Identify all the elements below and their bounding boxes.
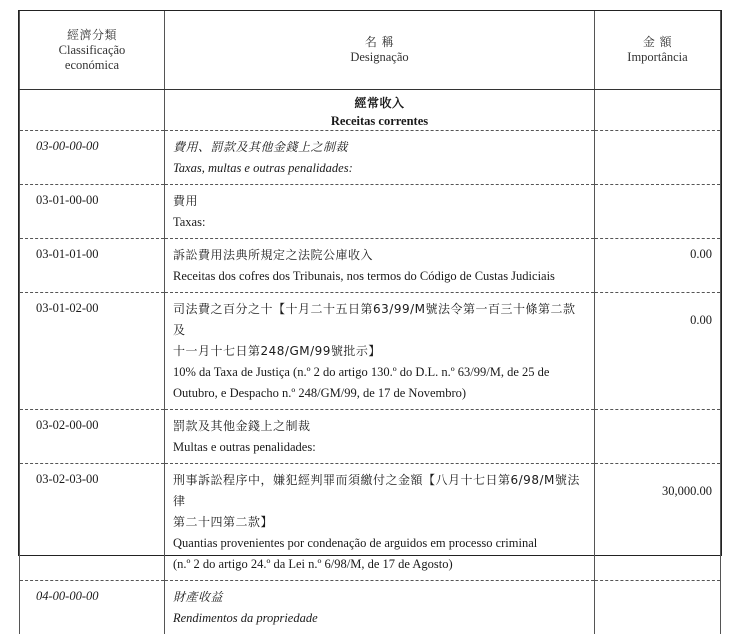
section-title <box>165 90 595 131</box>
table-row <box>20 239 721 293</box>
table-row <box>20 581 721 634</box>
row-desc-zh: 司法費之百分之十【十月二十五日第63/99/M號法令第一百三十條第二款及 <box>173 299 586 341</box>
row-desc-pt: (n.º 2 do artigo 24.º da Lei n.º 6/98/M, de 17 de Agosto) <box>173 554 586 575</box>
header-amount-pt: Importância <box>595 50 720 65</box>
table-row <box>20 185 721 239</box>
row-code: 04-00-00-00 <box>20 581 165 634</box>
row-desc-pt: Multas e outras penalidades: <box>173 437 586 458</box>
table-row <box>20 464 721 581</box>
section-title-pt: Receitas correntes <box>165 112 594 130</box>
row-code: 03-02-00-00 <box>20 410 165 464</box>
row-desc-zh: 罰款及其他金錢上之制裁 <box>173 416 586 437</box>
budget-table <box>19 11 721 634</box>
row-desc-zh: 費用 <box>173 191 586 212</box>
section-title-zh: 經常收入 <box>165 90 594 112</box>
row-code: 03-01-00-00 <box>20 185 165 239</box>
row-desc-zh: 第二十四第二款】 <box>173 512 586 533</box>
row-desc-pt: Receitas dos cofres dos Tribunais, nos termos do Código de Custas Judiciais <box>173 266 586 287</box>
row-desc-zh: 費用、罰款及其他金錢上之制裁 <box>173 137 586 158</box>
header-amount-zh: 金 額 <box>595 35 720 50</box>
row-code: 03-01-02-00 <box>20 293 165 410</box>
budget-table-frame <box>18 10 722 556</box>
table-row <box>20 410 721 464</box>
row-desc-zh: 訴訟費用法典所規定之法院公庫收入 <box>173 245 586 266</box>
row-amount: 30,000.00 <box>595 464 721 581</box>
row-amount <box>595 410 721 464</box>
header-designation-zh: 名 稱 <box>165 35 594 50</box>
row-description <box>165 581 595 634</box>
row-code: 03-02-03-00 <box>20 464 165 581</box>
row-description <box>165 185 595 239</box>
row-amount: 0.00 <box>595 293 721 410</box>
row-desc-pt: Rendimentos da propriedade <box>173 608 586 629</box>
header-designation-pt: Designação <box>165 50 594 65</box>
header-amount <box>595 11 721 90</box>
row-description <box>165 410 595 464</box>
row-amount <box>595 131 721 185</box>
row-amount <box>595 581 721 634</box>
row-desc-zh: 十一月十七日第248/GM/99號批示】 <box>173 341 586 362</box>
row-description <box>165 464 595 581</box>
row-desc-pt: Taxas: <box>173 212 586 233</box>
table-header <box>20 11 721 90</box>
table-row <box>20 131 721 185</box>
row-desc-pt: Taxas, multas e outras penalidades: <box>173 158 586 179</box>
row-description <box>165 131 595 185</box>
table-row <box>20 293 721 410</box>
section-row <box>20 90 721 131</box>
header-classification-zh: 經濟分類 <box>20 28 164 43</box>
row-desc-pt: Quantias provenientes por condenação de arguidos em processo criminal <box>173 533 586 554</box>
row-desc-pt: Outubro, e Despacho n.º 248/GM/99, de 17 de Novembro) <box>173 383 586 404</box>
row-code: 03-00-00-00 <box>20 131 165 185</box>
row-desc-pt: 10% da Taxa de Justiça (n.º 2 do artigo 130.º do D.L. n.º 63/99/M, de 25 de <box>173 362 586 383</box>
header-classification <box>20 11 165 90</box>
row-code: 03-01-01-00 <box>20 239 165 293</box>
row-description <box>165 293 595 410</box>
row-amount: 0.00 <box>595 239 721 293</box>
header-designation <box>165 11 595 90</box>
header-classification-pt-2: económica <box>20 58 164 73</box>
header-classification-pt-1: Classificação <box>20 43 164 58</box>
row-desc-zh: 財產收益 <box>173 587 586 608</box>
row-desc-zh: 刑事訴訟程序中，嫌犯經判罪而須繳付之金額【八月十七日第6/98/M號法律 <box>173 470 586 512</box>
row-amount <box>595 185 721 239</box>
row-description <box>165 239 595 293</box>
